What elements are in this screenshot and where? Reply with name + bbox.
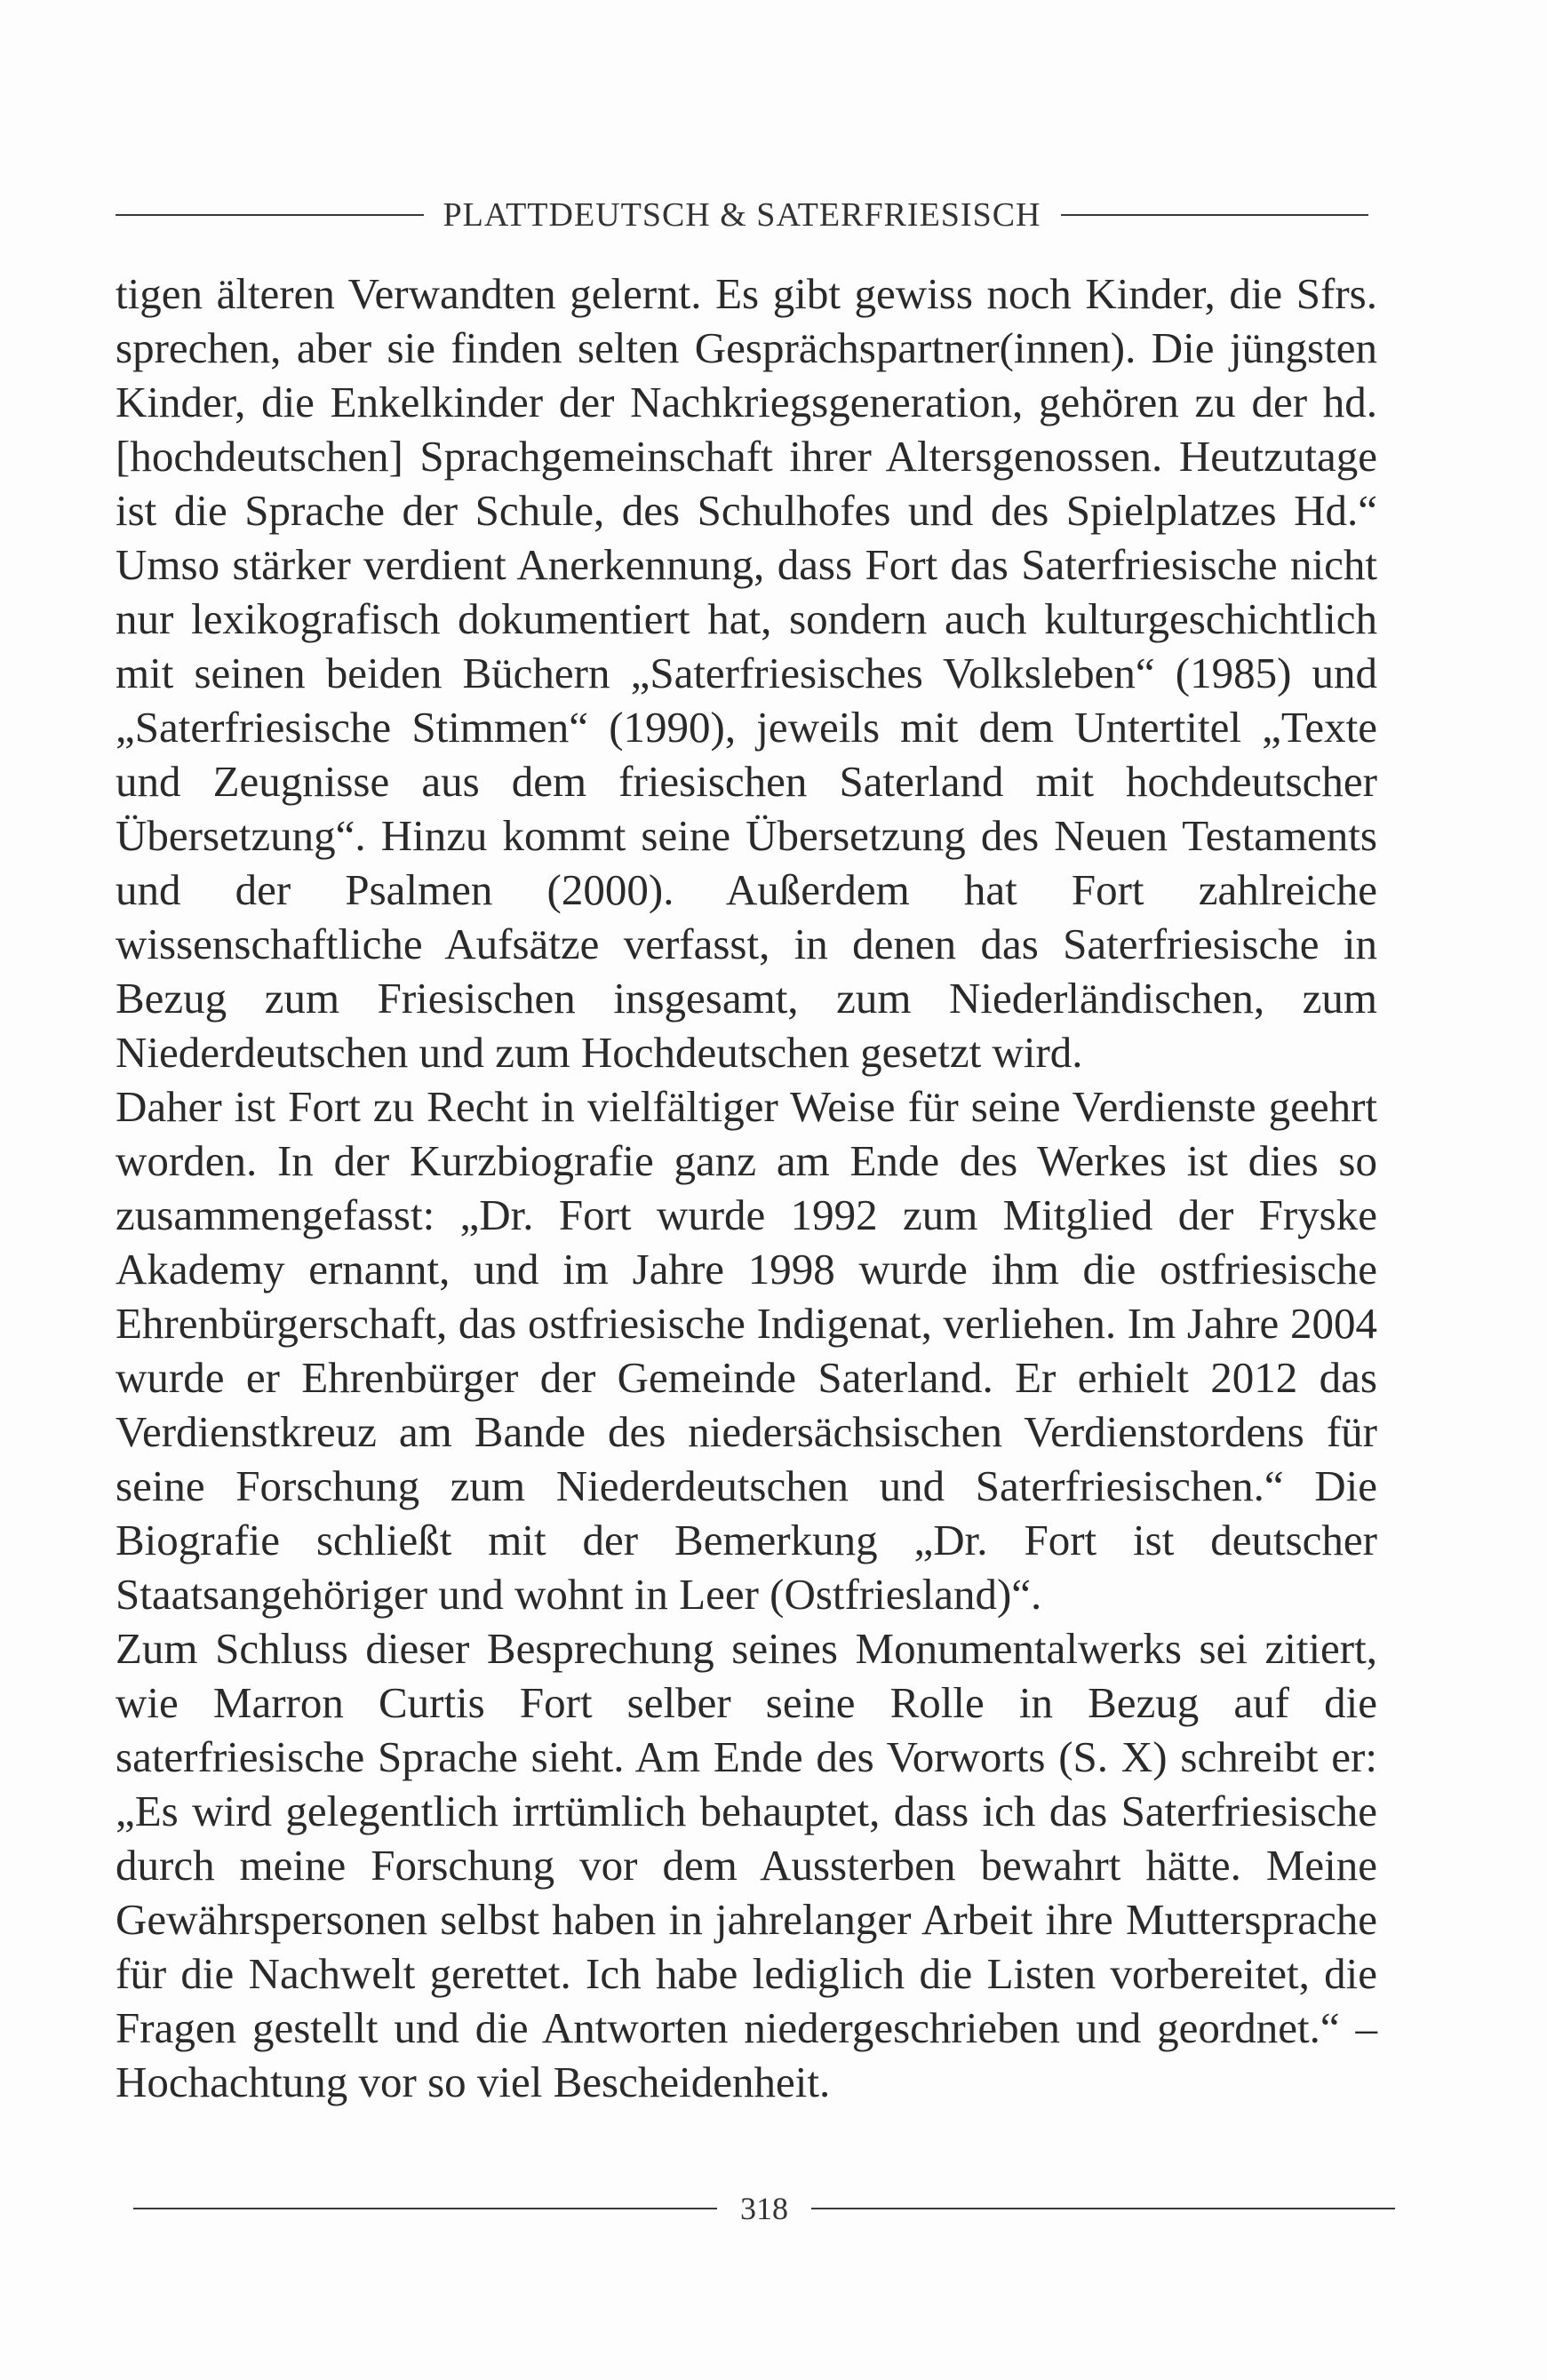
paragraph-2: Daher ist Fort zu Recht in vielfältiger Weise für seine Verdienste geehrt worden. In der Kurzbiografie ganz am Ende des Werkes ist dies so zusammengefasst: „Dr. Fort wurde 1992 zum Mitglied der Fryske Akademy ernannt, und im Jahre 1998 wurde ihm die ostfriesische Ehrenbürgerschaft, das ostfriesische Indigenat, verliehen. Im Jahre 2004 wurde er Ehrenbürger der Gemeinde Saterland. Er erhielt 2012 das Verdienstkreuz am Bande des niedersächsischen Verdienstordens für seine Forschung zum Niederdeutschen und Saterfriesischen.“ Die Biografie schließt mit der Bemerkung „Dr. Fort ist deutscher Staatsangehöriger und wohnt in Leer (Ostfriesland)“. bbox=[116, 1082, 1377, 1619]
footer-rule-left bbox=[133, 2208, 717, 2209]
header-rule-right bbox=[1061, 214, 1369, 216]
body-text bbox=[116, 267, 1377, 2109]
page-footer bbox=[133, 2190, 1395, 2227]
footer-rule-right bbox=[811, 2208, 1395, 2209]
header-rule-left bbox=[116, 214, 424, 216]
running-title: PLATTDEUTSCH & SATERFRIESISCH bbox=[443, 196, 1041, 234]
paragraph-1: tigen älteren Verwandten gelernt. Es gibt gewiss noch Kinder, die Sfrs. sprechen, aber sie finden selten Gesprächspartner(innen). Die jüngsten Kinder, die Enkelkinder der Nachkriegsgeneration, gehören zu der hd. [hochdeutschen] Sprachgemeinschaft ihrer Altersgenossen. Heutzutage ist die Sprache der Schule, des Schulhofes und des Spielplatzes Hd.“ Umso stärker verdient Anerkennung, dass Fort das Saterfriesische nicht nur lexikografisch dokumentiert hat, sondern auch kulturgeschichtlich mit seinen beiden Büchern „Saterfriesisches Volksleben“ (1985) und „Saterfriesische Stimmen“ (1990), jeweils mit dem Untertitel „Texte und Zeugnisse aus dem friesischen Saterland mit hochdeutscher Übersetzung“. Hinzu kommt seine Übersetzung des Neuen Testaments und der Psalmen (2000). Außerdem hat Fort zahlreiche wissenschaftliche Aufsätze verfasst, in denen das Saterfriesische in Bezug zum Friesischen insgesamt, zum Niederländischen, zum Niederdeutschen und zum Hochdeutschen gesetzt wird. bbox=[116, 269, 1377, 1077]
running-header bbox=[116, 195, 1368, 235]
page-number: 318 bbox=[740, 2191, 788, 2226]
paragraph-3: Zum Schluss dieser Besprechung seines Monumentalwerks sei zitiert, wie Marron Curtis Fort selber seine Rolle in Bezug auf die saterfriesische Sprache sieht. Am Ende des Vorworts (S. X) schreibt er: „Es wird gelegentlich irrtümlich behauptet, dass ich das Saterfriesische durch meine Forschung vor dem Aussterben bewahrt hätte. Meine Gewährspersonen selbst haben in jahrelanger Arbeit ihre Muttersprache für die Nachwelt gerettet. Ich habe lediglich die Listen vorbereitet, die Fragen gestellt und die Antworten niedergeschrieben und geordnet.“ – Hochachtung vor so viel Bescheidenheit. bbox=[116, 1624, 1377, 2106]
